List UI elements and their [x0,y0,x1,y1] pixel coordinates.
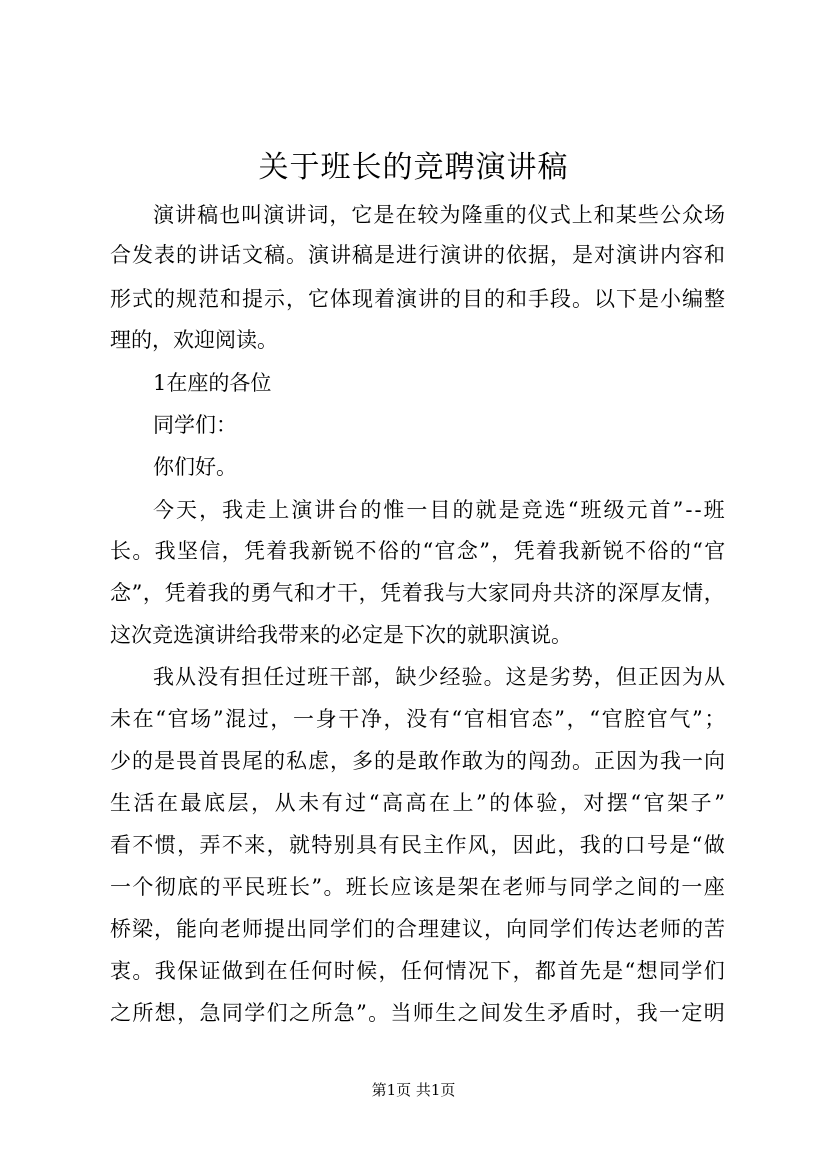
paragraph-1-line-1: 演讲稿也叫演讲词，它是在较为隆重的仪式上和某些公众场 [153,203,727,227]
paragraph-3-line-7: 桥梁，能向老师提出同学们的合理建议，向同学们传达老师的苦 [110,917,726,941]
paragraph-2-line-3: 念”，凭着我的勇气和才干，凭着我与大家同舟共济的深厚友情， [110,581,726,605]
paragraph-3-line-4: 生活在最底层，从未有过“高高在上”的体验，对摆“官架子” [110,791,728,815]
paragraph-3-line-5: 看不惯，弄不来，就特别具有民主作风，因此，我的口号是“做 [110,833,727,857]
page-footer: 第1页 共1页 [371,1081,456,1099]
paragraph-3-line-2: 未在“官场”混过，一身干净，没有“官相官态”，“官腔官气”； [110,707,728,731]
paragraph-2-line-2: 长。我坚信，凭着我新锐不俗的“官念”，凭着我新锐不俗的“官 [110,539,727,563]
paragraph-1-line-2: 合发表的讲话文稿。演讲稿是进行演讲的依据，是对演讲内容和 [110,243,726,267]
paragraph-3-line-9: 之所想，急同学们之所急”。当师生之间发生矛盾时，我一定明 [110,1001,727,1025]
greeting-line-1: 1在座的各位 [153,371,272,395]
paragraph-2-line-1: 今天，我走上演讲台的惟一目的就是竞选“班级元首”--班 [153,498,727,522]
document-title: 关于班长的竞聘演讲稿 [258,150,569,185]
paragraph-3-line-1: 我从没有担任过班干部，缺少经验。这是劣势，但正因为从 [153,665,727,689]
greeting-line-2: 同学们： [153,413,237,437]
greeting-line-3: 你们好。 [153,455,237,479]
paragraph-3-line-8: 衷。我保证做到在任何时候，任何情况下，都首先是“想同学们 [110,959,727,983]
paragraph-3-line-3: 少的是畏首畏尾的私虑，多的是敢作敢为的闯劲。正因为我一向 [110,749,726,773]
paragraph-2-line-4: 这次竞选演讲给我带来的必定是下次的就职演说。 [110,623,572,647]
paragraph-1-line-3: 形式的规范和提示，它体现着演讲的目的和手段。以下是小编整 [110,287,726,311]
paragraph-1-line-4: 理的，欢迎阅读。 [110,328,278,352]
paragraph-3-line-6: 一个彻底的平民班长”。班长应该是架在老师与同学之间的一座 [110,875,727,899]
